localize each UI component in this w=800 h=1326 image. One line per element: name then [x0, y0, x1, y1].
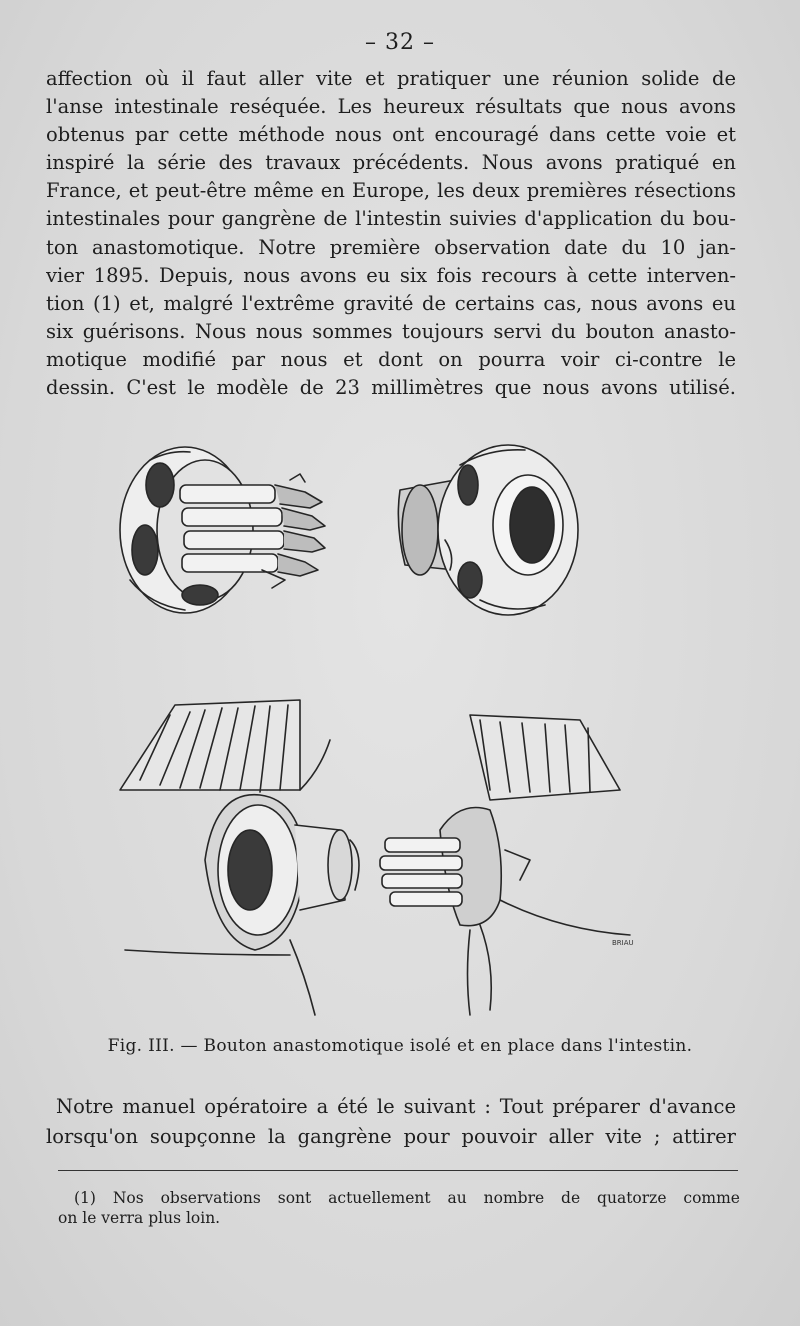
anastomotic-button-drawing — [0, 430, 800, 1030]
button-male-half-illustration — [120, 447, 325, 613]
text-line: ton anastomotique. Notre première observation date du 10 jan- — [46, 235, 736, 259]
illustrator-signature: BRIAU — [612, 939, 634, 947]
paragraph-2 — [46, 1092, 736, 1152]
text-line: l'anse intestinale reséquée. Les heureux résultats que nous avons — [46, 95, 736, 119]
footnote — [58, 1188, 740, 1228]
text-line: vier 1895. Depuis, nous avons eu six fois recours à cette interven- — [46, 263, 736, 287]
footnote-line: on le verra plus loin. — [58, 1209, 221, 1227]
paragraph-1 — [46, 65, 736, 402]
figure-caption: Fig. III. — Bouton anastomotique isolé et en place dans l'intestin. — [107, 1036, 693, 1056]
text-line: six guérisons. Nous nous sommes toujours servi du bouton anasto- — [46, 319, 736, 343]
text-line: dessin. C'est le modèle de 23 millimètres que nous avons utilisé. — [46, 376, 736, 400]
text-line: affection où il faut aller vite et pratiquer une réunion solide de — [46, 67, 736, 90]
text-line: lorsqu'on soupçonne la gangrène pour pouvoir aller vite ; attirer — [46, 1125, 736, 1148]
text-line: motique modifié par nous et dont on pourra voir ci-contre le — [46, 347, 736, 371]
text-line: tion (1) et, malgré l'extrême gravité de certains cas, nous avons eu — [46, 291, 736, 315]
text-line: obtenus par cette méthode nous ont encouragé dans cette voie et — [46, 123, 736, 147]
text-line: Notre manuel opératoire a été le suivant : Tout préparer d'avance — [56, 1095, 736, 1118]
button-female-half-illustration — [398, 445, 578, 615]
footnote-separator — [58, 1170, 738, 1171]
text-line: inspiré la série des travaux précédents. Nous avons pratiqué en — [46, 151, 736, 175]
page-number: – 32 – — [365, 30, 435, 55]
footnote-line: (1) Nos observations sont actuellement au nombre de quatorze comme — [74, 1189, 740, 1207]
figure-illustration — [0, 430, 800, 1030]
text-line: France, et peut-être même en Europe, les deux premières résections — [46, 179, 736, 203]
intestine-with-button-illustration — [120, 700, 630, 1015]
text-line: intestinales pour gangrène de l'intestin suivies d'application du bou- — [46, 207, 736, 231]
